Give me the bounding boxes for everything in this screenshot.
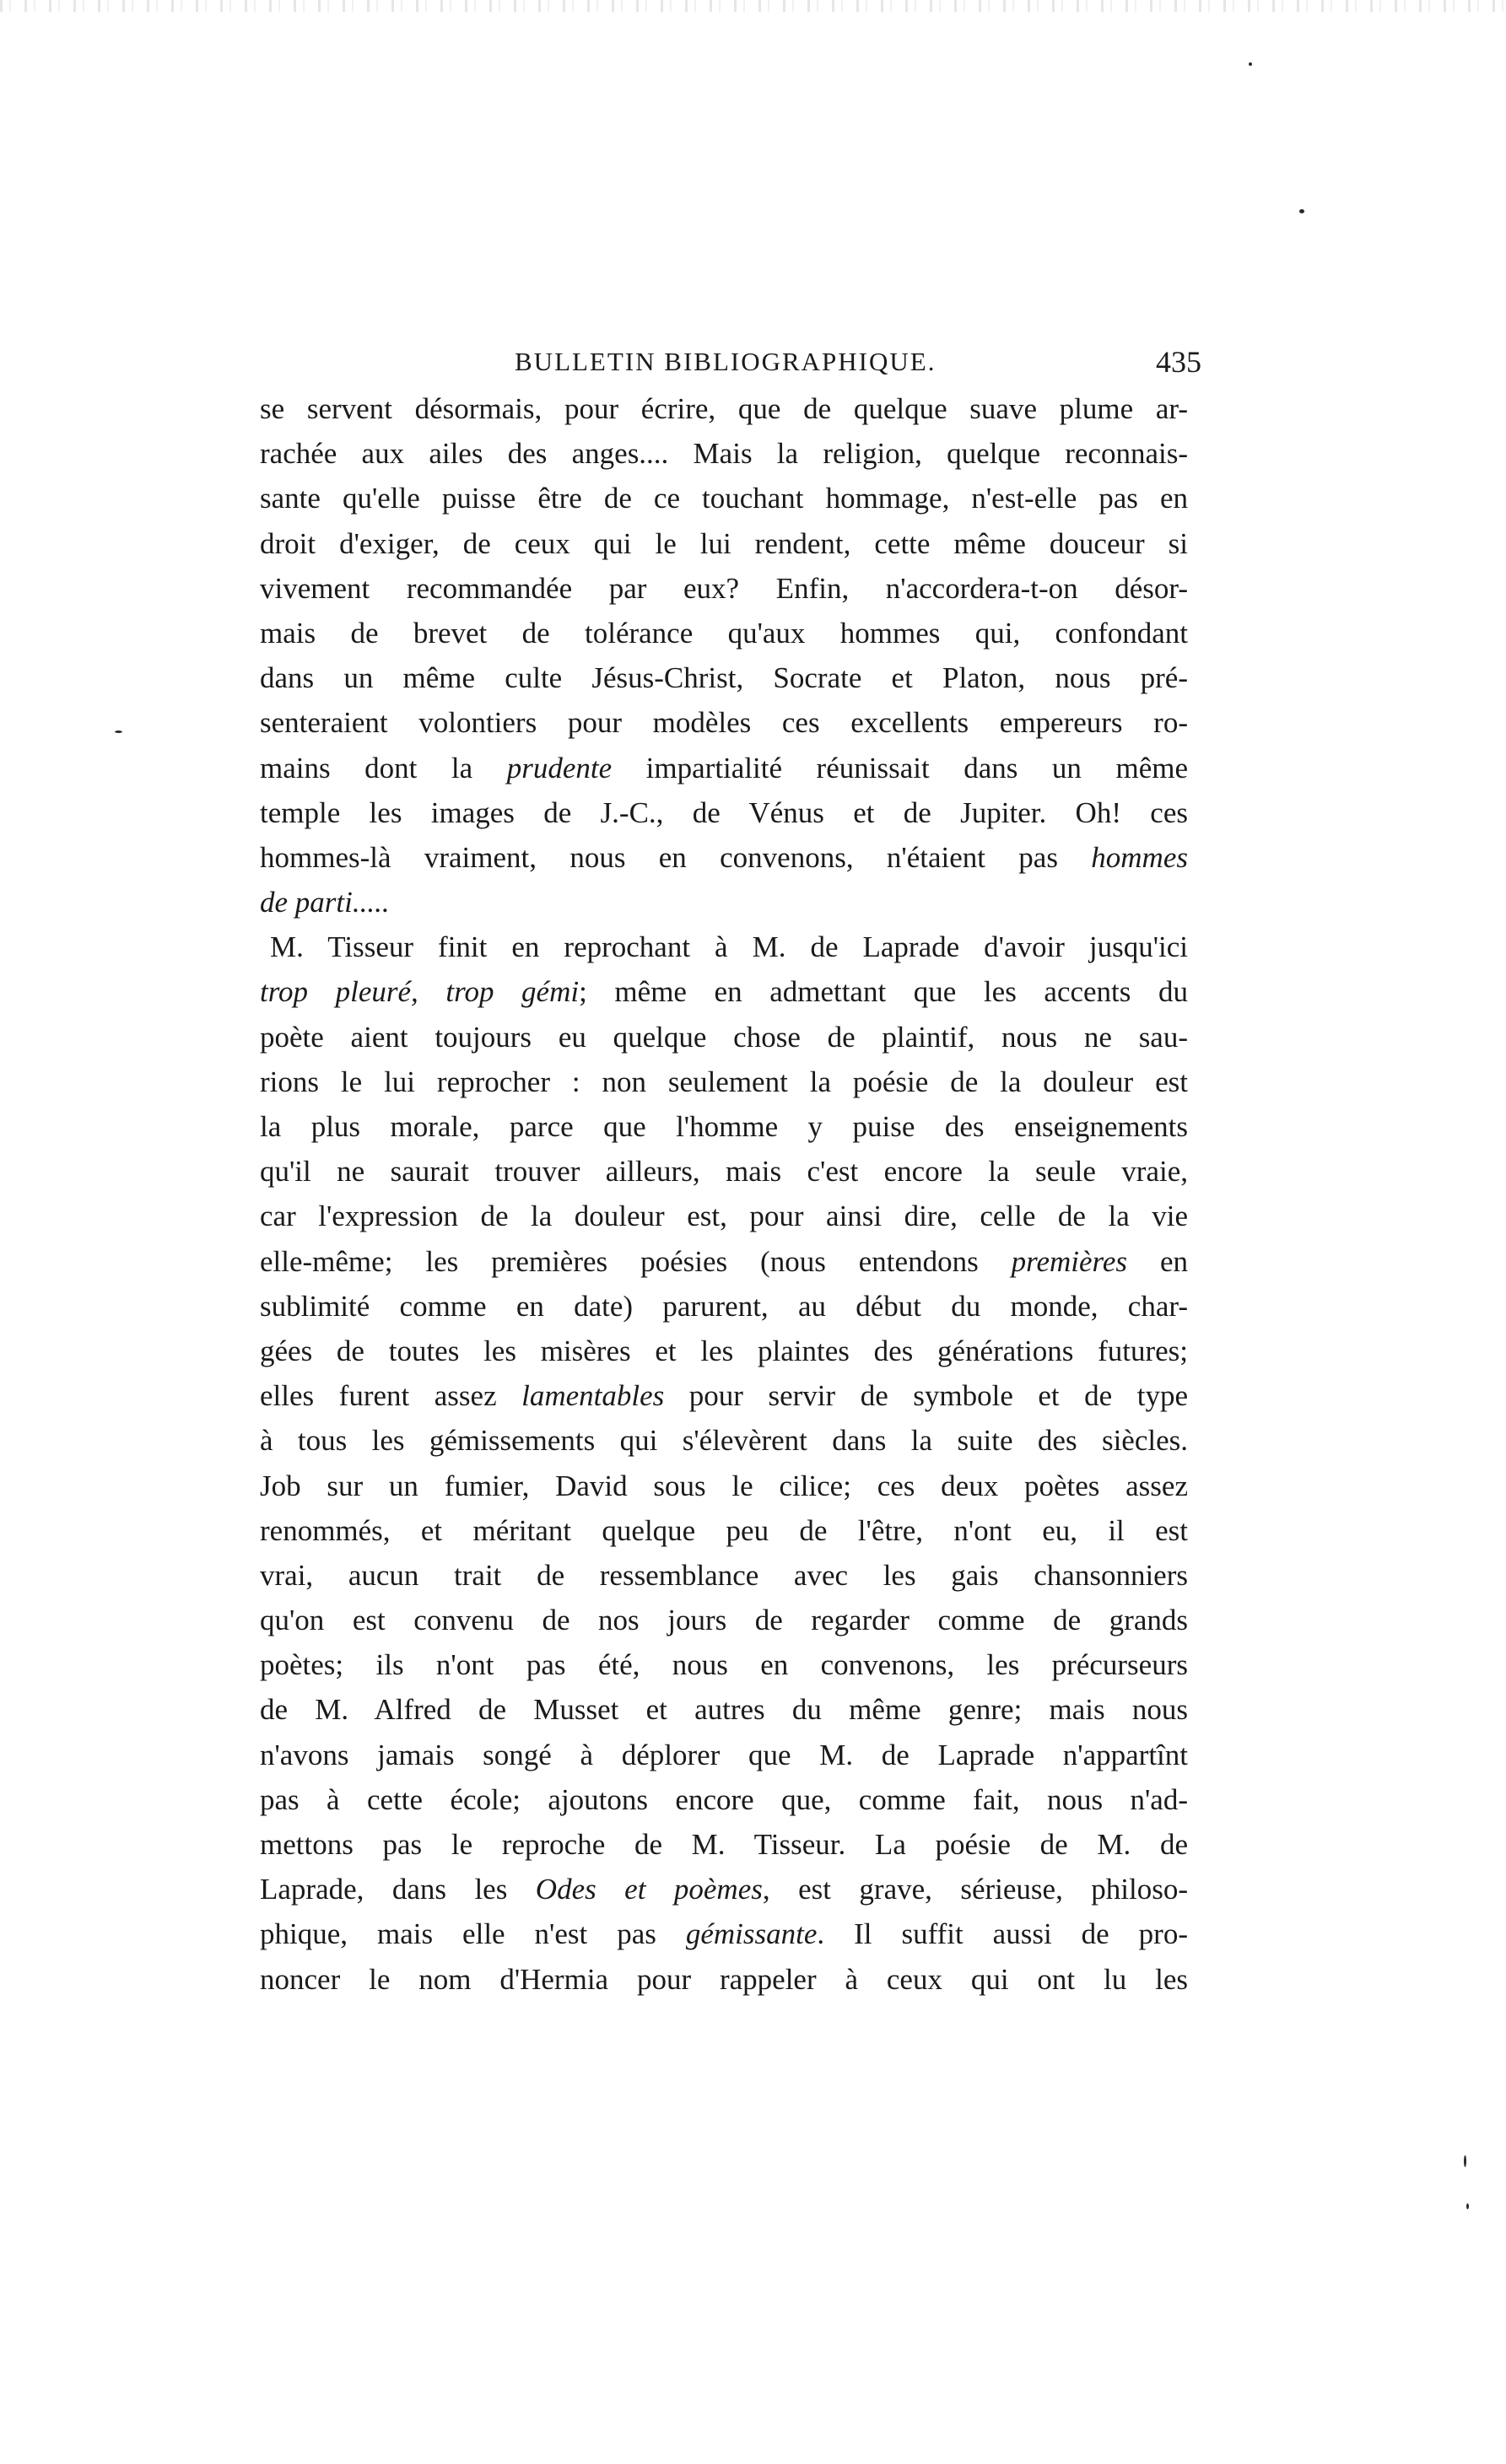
text-run: vivement recommandée par eux? Enfin, n'accordera-t-on désor- [260,571,1188,605]
italic-text: lamentables [521,1379,665,1413]
text-line [260,1418,1188,1463]
italic-text: gémissante [685,1917,818,1951]
scan-speck [1464,2155,1466,2167]
text-line [260,1642,1188,1687]
text-run: Laprade, dans les [260,1873,536,1906]
text-line [260,1239,1188,1284]
scan-speck [115,731,122,733]
text-run: mains dont la [260,751,507,784]
text-line [260,835,1188,880]
text-line [260,1777,1188,1822]
text-line [260,1822,1188,1867]
text-line [260,566,1188,611]
text-line [260,1508,1188,1553]
text-line [260,1104,1188,1149]
text-line [260,1687,1188,1732]
text-run: senteraient volontiers pour modèles ces excellents empereurs ro- [260,706,1188,740]
text-run: mais de brevet de tolérance qu'aux hommes qui, confondant [260,616,1188,650]
italic-text: Odes et poèmes [535,1873,763,1906]
italic-text: premières [1011,1244,1128,1278]
italic-text: prudente [506,751,613,784]
text-line [260,969,1188,1014]
text-line [260,1059,1188,1104]
running-head: BULLETIN BIBLIOGRAPHIQUE. [515,347,937,376]
text-line [260,521,1188,566]
text-run: poète aient toujours eu quelque chose de plaintif, nous ne sau- [260,1020,1188,1054]
text-line [260,880,1188,925]
italic-text: de parti..... [260,886,390,919]
text-run: la plus morale, parce que l'homme y puise des enseignements [260,1110,1188,1143]
text-line [260,655,1188,700]
text-run: vrai, aucun trait de ressemblance avec les gais chansonniers [260,1558,1188,1592]
text-line [260,700,1188,745]
text-run: de M. Alfred de Musset et autres du même genre; mais nous [260,1693,1188,1727]
scan-edge-noise [0,0,1506,12]
text-run: sante qu'elle puisse être de ce touchant hommage, n'est-elle pas en [260,482,1188,515]
text-line [260,1553,1188,1598]
text-line [260,1149,1188,1194]
text-run: elles furent assez [260,1379,522,1413]
text-run: temple les images de J.-C., de Vénus et de Jupiter. Oh! ces [260,795,1188,829]
text-run: . Il suffit aussi de pro- [817,1917,1188,1951]
text-run: ; même en admettant que les accents du [579,975,1188,1009]
text-line [260,1464,1188,1508]
text-run: en [1127,1244,1188,1278]
italic-text: trop pleuré, trop gémi [260,975,580,1009]
text-run: à tous les gémissements qui s'élevèrent dans la suite des siècles. [260,1424,1188,1458]
text-run: rachée aux ailes des anges.... Mais la religion, quelque reconnais- [260,437,1188,471]
text-run: M. Tisseur finit en reprochant à M. de Laprade d'avoir jusqu'ici [270,930,1188,964]
text-run: Job sur un fumier, David sous le cilice; ces deux poètes assez [260,1469,1188,1502]
text-line [260,790,1188,835]
text-run: n'avons jamais songé à déplorer que M. de Laprade n'appartînt [260,1738,1188,1771]
text-run: pour servir de symbole et de type [664,1379,1188,1413]
text-run: car l'expression de la douleur est, pour ainsi dire, celle de la vie [260,1200,1188,1233]
text-line [260,1373,1188,1418]
text-run: qu'il ne saurait trouver ailleurs, mais c'est encore la seule vraie, [260,1155,1188,1189]
page-header [260,341,1201,383]
text-run: poètes; ils n'ont pas été, nous en convenons, les précurseurs [260,1648,1188,1682]
text-run: phique, mais elle n'est pas [260,1917,686,1951]
text-line [260,1867,1188,1911]
text-line [260,1194,1188,1238]
text-line [260,431,1188,476]
text-line [260,476,1188,520]
text-run: pas à cette école; ajoutons encore que, comme fait, nous n'ad- [260,1782,1188,1816]
body-text [260,386,1188,2002]
text-run: impartialité réunissait dans un même [612,751,1188,784]
text-run: droit d'exiger, de ceux qui le lui rendent, cette même douceur si [260,526,1188,560]
text-line [260,386,1188,431]
italic-text: hommes [1091,840,1188,874]
text-run: qu'on est convenu de nos jours de regarder comme de grands [260,1604,1188,1637]
text-line [260,746,1188,790]
text-run: , est grave, sérieuse, philoso- [762,1873,1188,1906]
text-line [260,1911,1188,1956]
text-run: elle-même; les premières poésies (nous entendons [260,1244,1012,1278]
text-line [260,1329,1188,1373]
text-run: noncer le nom d'Hermia pour rappeler à ceux qui ont lu les [260,1962,1188,1996]
text-run: rions le lui reprocher : non seulement la poésie de la douleur est [260,1065,1188,1098]
text-line [260,1015,1188,1059]
text-run: sublimité comme en date) parurent, au début du monde, char- [260,1289,1188,1323]
text-run: gées de toutes les misères et les plaintes des générations futures; [260,1334,1188,1367]
text-run: renommés, et méritant quelque peu de l'être, n'ont eu, il est [260,1513,1188,1547]
page-number: 435 [1156,345,1201,379]
text-line [260,1957,1188,2002]
text-run: hommes-là vraiment, nous en convenons, n'étaient pas [260,840,1092,874]
text-line [260,1284,1188,1329]
scan-speck [1249,62,1252,66]
scan-speck [1466,2203,1469,2209]
text-line [260,1733,1188,1777]
text-line [260,1598,1188,1642]
text-run: dans un même culte Jésus-Christ, Socrate et Platon, nous pré- [260,661,1188,695]
scan-speck [1299,209,1304,213]
text-run: se servent désormais, pour écrire, que de quelque suave plume ar- [260,392,1188,425]
text-run: mettons pas le reproche de M. Tisseur. La poésie de M. de [260,1828,1188,1861]
text-line [260,925,1188,969]
text-line [260,611,1188,655]
